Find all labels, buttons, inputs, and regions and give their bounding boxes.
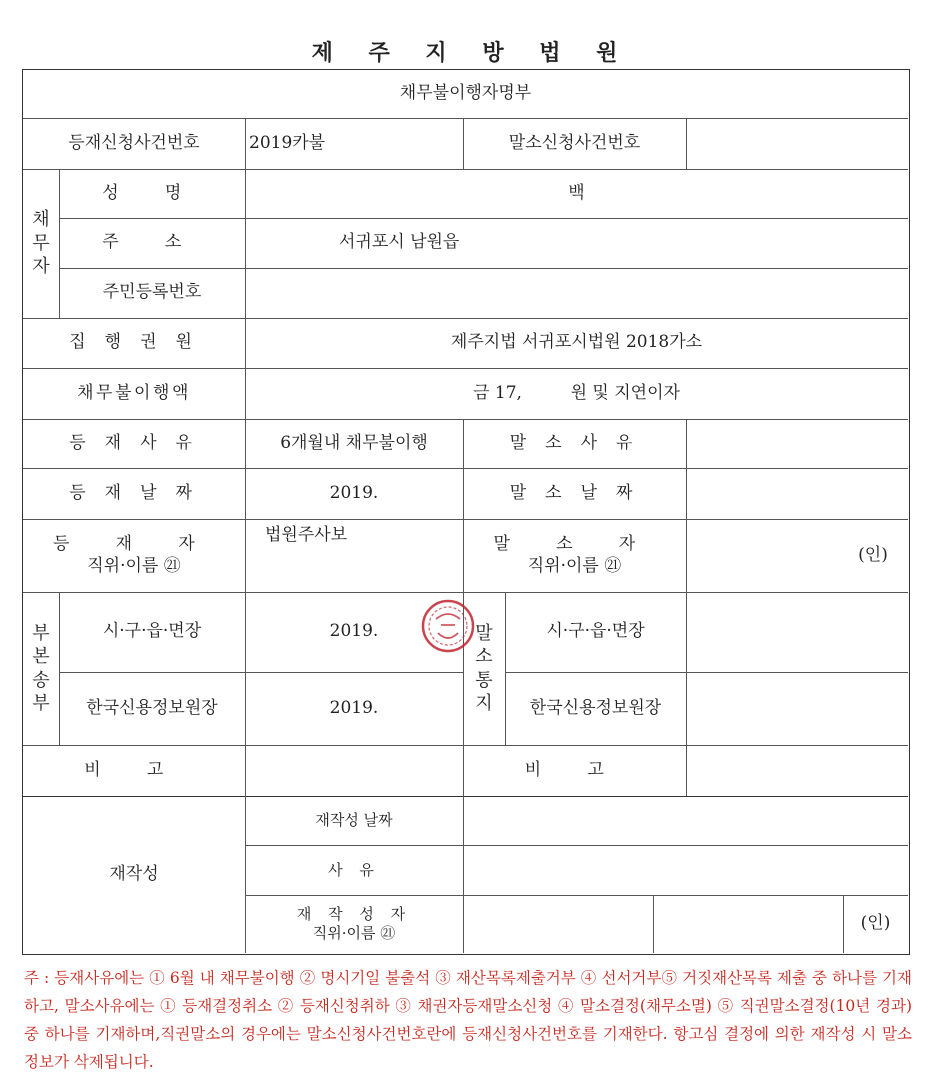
cancel-notice-group-label	[463, 592, 505, 745]
cancel-notice-city-value	[686, 592, 908, 672]
canceller-seal-mark: (인)	[858, 544, 888, 565]
copy-sent-group-label-text: 부 본 송 부	[32, 622, 50, 714]
registry-title: 채무불이행자명부	[399, 83, 532, 104]
resident-no-label: 주민등록번호	[102, 282, 202, 303]
copy-sent-city-value: 2019.	[329, 621, 379, 642]
debtor-name-value: 백	[568, 182, 585, 203]
copy-sent-city-label: 시·구·읍·면장	[102, 621, 202, 642]
cancel-reason-value	[686, 419, 908, 468]
reg-reason-value: 6개월내 채무불이행	[280, 432, 428, 453]
cancel-notice-kcis-label: 한국신용정보원장	[529, 697, 662, 718]
footnote: 주 : 등재사유에는 ① 6월 내 채무불이행 ② 명시기일 불출석 ③ 재산목록제출거부 ④ 선서거부⑤ 거짓재산목록 제출 중 하나를 기재하고, 말소사유에는 ① 등재결정취소 ② 등재신청취하 ③ 채권자등재말소신청 ④ 말소결정(채무소멸) ⑤ 직권말소결정(10년 경과) 중 하나를 기재하며,직권말소의 경우에는 말소신청사건번호란에 등재신청사건번호를 기재한다. 항고심 결정에 의한 재작성 시 말소정보가 삭제됩니다.	[24, 969, 912, 1071]
registry-form	[22, 69, 910, 955]
remarks-left-value	[245, 745, 463, 796]
debtor-group-label-text: 채 무 자	[32, 209, 50, 278]
cancel-notice-city-label: 시·구·읍·면장	[546, 621, 645, 642]
debtor-name-label: 성 명	[102, 182, 202, 203]
cancel-case-no-value	[686, 118, 908, 169]
canceller-label-line1: 말 소 자	[493, 534, 656, 555]
default-amount-value: 금 17, 원 및 지연이자	[473, 382, 680, 403]
remarks-left-label: 비 고	[84, 759, 184, 780]
registrar-label-line2: 직위·이름 ㉑	[87, 555, 181, 576]
rewriter-seal-mark: (인)	[860, 913, 891, 934]
debtor-address-label: 주 소	[102, 232, 202, 253]
canceller-label-line2: 직위·이름 ㉑	[527, 555, 622, 576]
cancel-reason-label: 말 소 사 유	[509, 432, 640, 453]
cancel-date-label: 말 소 날 짜	[509, 482, 640, 503]
cancel-case-no-label: 말소신청사건번호	[508, 132, 641, 153]
copy-sent-group-label	[23, 592, 59, 745]
rewriter-label	[245, 895, 463, 953]
rewriter-label-line1: 재 작 성 자	[296, 905, 412, 924]
rewriter-label-line2: 직위·이름 ㉑	[312, 924, 396, 942]
registrar-value: 법원주사보	[265, 525, 348, 546]
resident-no-value	[245, 268, 908, 318]
remarks-right-label: 비 고	[524, 759, 625, 780]
rewrite-date-label: 재작성 날짜	[315, 811, 393, 830]
default-amount-label: 채무불이행액	[77, 382, 191, 403]
registrar-label-line1: 등 재 자	[52, 534, 216, 555]
reg-case-no-value: 2019카불	[249, 132, 326, 153]
rewrite-label: 재작성	[109, 863, 159, 884]
debtor-group-label	[23, 169, 59, 318]
reg-case-no-label: 등재신청사건번호	[68, 132, 200, 153]
registrar-label	[23, 519, 245, 592]
remarks-right-value	[686, 745, 908, 796]
canceller-label	[463, 519, 686, 592]
cancel-notice-group-label-text: 말 소 통 지	[475, 622, 493, 714]
reg-date-label: 등 재 날 짜	[69, 482, 199, 503]
cancel-notice-kcis-value	[686, 672, 908, 745]
debtor-address-value: 서귀포시 남원읍	[339, 232, 460, 253]
copy-sent-kcis-value: 2019.	[329, 697, 379, 718]
rewrite-reason-label: 사 유	[328, 860, 380, 879]
reg-date-value: 2019.	[329, 482, 379, 503]
reg-reason-label: 등 재 사 유	[69, 432, 199, 453]
enforcement-title-value: 제주지법 서귀포시법원 2018가소	[450, 332, 703, 353]
cancel-date-value	[686, 468, 908, 519]
copy-sent-kcis-label: 한국신용정보원장	[86, 697, 218, 718]
enforcement-title-label: 집 행 권 원	[69, 332, 199, 353]
court-title: 제 주 지 방 법 원	[311, 40, 632, 66]
